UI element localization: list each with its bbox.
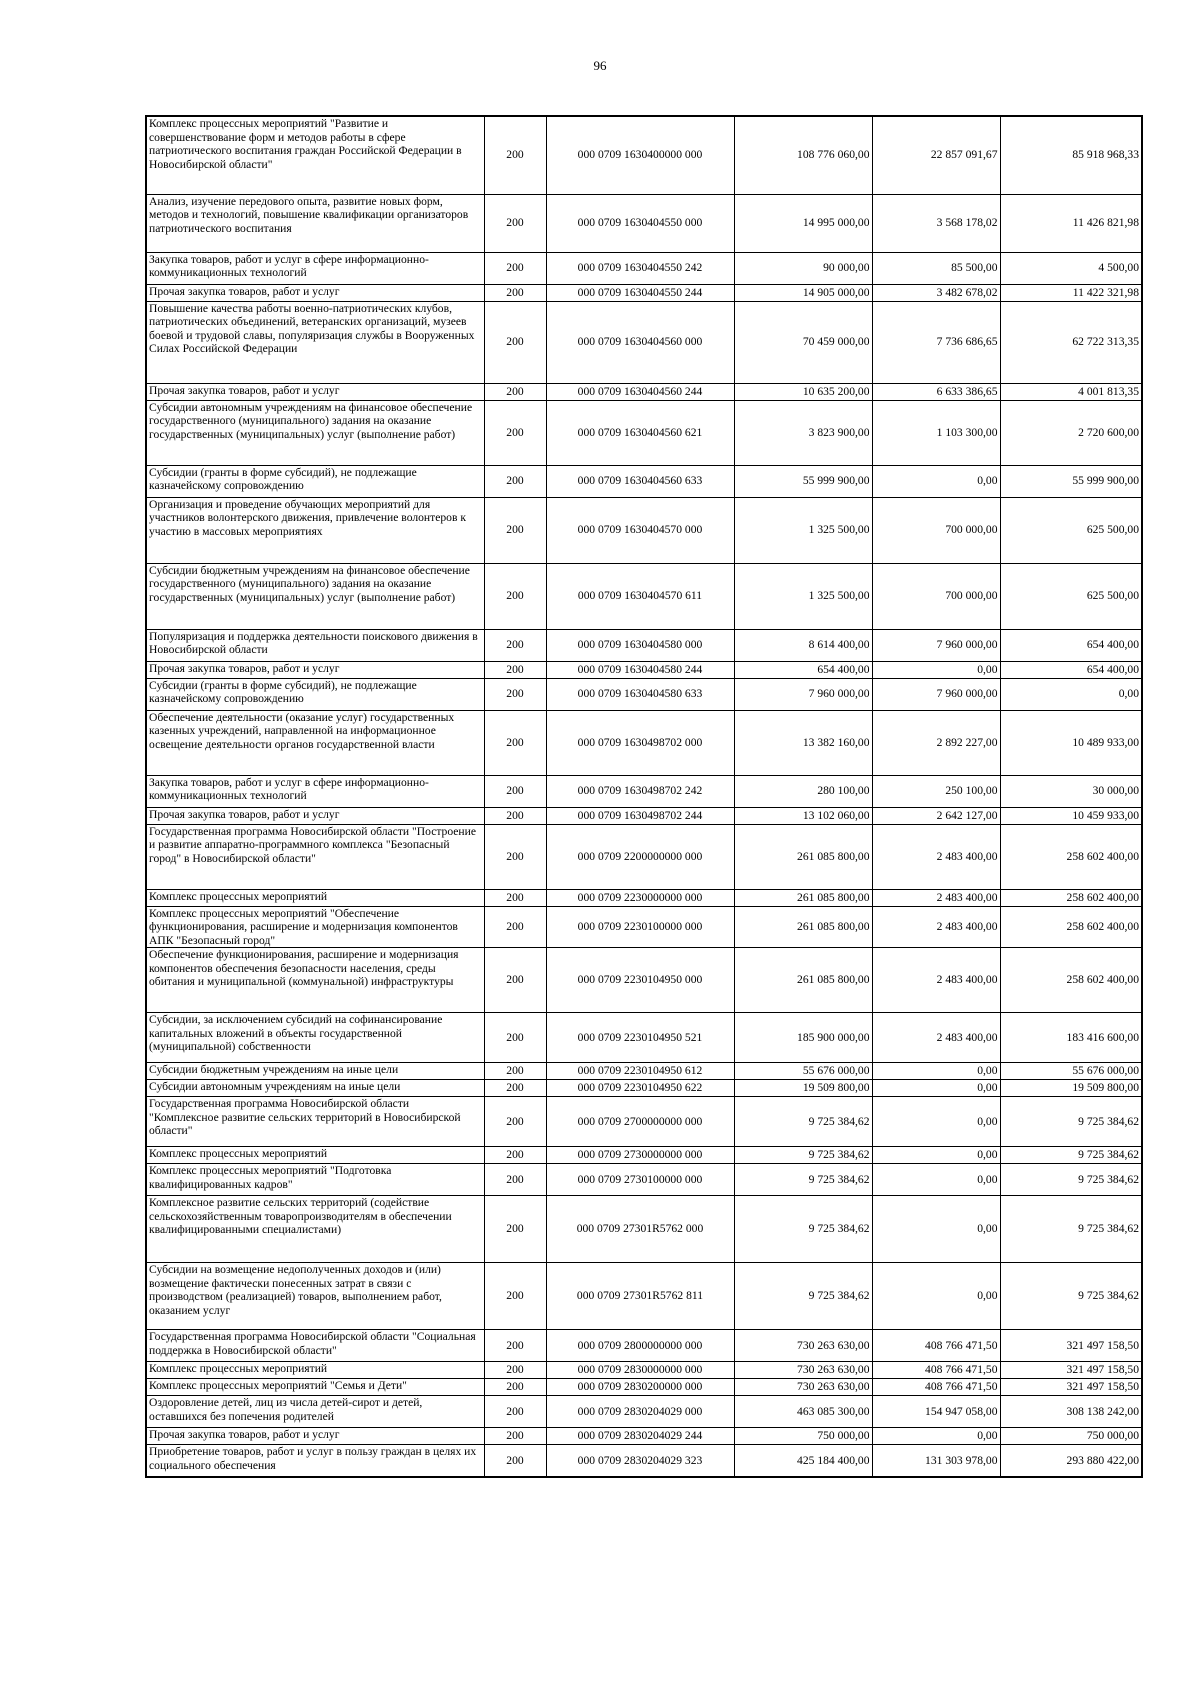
row-classification-code-cell: 000 0709 2200000000 000 [546, 824, 734, 889]
row-remaining-amount-cell: 625 500,00 [1000, 497, 1142, 563]
row-name-cell: Субсидии автономным учреждениям на финансовое обеспечение государственного (муниципального) задания на оказание государственных (муниципальных) услуг (выполнение работ) [146, 400, 484, 465]
row-name-cell: Субсидии (гранты в форме субсидий), не подлежащие казначейскому сопровождению [146, 465, 484, 497]
row-remaining-amount-cell: 9 725 384,62 [1000, 1196, 1142, 1263]
row-admin-code-cell: 200 [484, 710, 546, 775]
row-admin-code-cell: 200 [484, 824, 546, 889]
table-row [146, 1097, 1142, 1147]
row-name-cell: Популяризация и поддержка деятельности поискового движения в Новосибирской области [146, 629, 484, 661]
row-classification-code-cell: 000 0709 1630404560 244 [546, 383, 734, 400]
table-row [146, 1013, 1142, 1063]
row-remaining-amount-cell: 321 497 158,50 [1000, 1330, 1142, 1362]
row-planned-amount-cell: 13 102 060,00 [734, 807, 872, 824]
row-executed-amount-cell: 2 483 400,00 [872, 889, 1000, 906]
table-row [146, 1428, 1142, 1445]
row-planned-amount-cell: 261 085 800,00 [734, 948, 872, 1013]
row-classification-code-cell: 000 0709 1630404560 000 [546, 301, 734, 383]
row-name-cell: Закупка товаров, работ и услуг в сфере информационно-коммуникационных технологий [146, 252, 484, 284]
row-classification-code-cell: 000 0709 2700000000 000 [546, 1097, 734, 1147]
row-name-cell: Прочая закупка товаров, работ и услуг [146, 661, 484, 678]
row-name-cell: Обеспечение функционирования, расширение и модернизация компонентов обеспечения безопасности населения, среды обитания и муниципальной (коммунальной) инфраструктуры [146, 948, 484, 1013]
row-admin-code-cell: 200 [484, 906, 546, 948]
row-name-cell: Субсидии на возмещение недополученных доходов и (или) возмещение фактически понесенных затрат в связи с производством (реализацией) товаров, выполнением работ, оказанием услуг [146, 1263, 484, 1330]
row-planned-amount-cell: 280 100,00 [734, 775, 872, 807]
row-name-cell: Обеспечение деятельности (оказание услуг) государственных казенных учреждений, направленной на информационное освещение деятельности органов государственной власти [146, 710, 484, 775]
row-classification-code-cell: 000 0709 1630400000 000 [546, 116, 734, 194]
row-executed-amount-cell: 2 642 127,00 [872, 807, 1000, 824]
row-remaining-amount-cell: 30 000,00 [1000, 775, 1142, 807]
row-classification-code-cell: 000 0709 1630404570 611 [546, 563, 734, 629]
row-classification-code-cell: 000 0709 2230104950 000 [546, 948, 734, 1013]
row-admin-code-cell: 200 [484, 497, 546, 563]
row-remaining-amount-cell: 258 602 400,00 [1000, 824, 1142, 889]
row-name-cell: Комплекс процессных мероприятий [146, 889, 484, 906]
row-remaining-amount-cell: 9 725 384,62 [1000, 1097, 1142, 1147]
row-admin-code-cell: 200 [484, 1196, 546, 1263]
row-planned-amount-cell: 261 085 800,00 [734, 906, 872, 948]
row-planned-amount-cell: 108 776 060,00 [734, 116, 872, 194]
row-remaining-amount-cell: 258 602 400,00 [1000, 889, 1142, 906]
row-classification-code-cell: 000 0709 2230000000 000 [546, 889, 734, 906]
row-admin-code-cell: 200 [484, 1080, 546, 1097]
row-classification-code-cell: 000 0709 1630404580 244 [546, 661, 734, 678]
row-name-cell: Повышение качества работы военно-патриотических клубов, патриотических объединений, ветеранских организаций, музеев боевой и трудовой славы, популяризация службы в Вооруженных Силах Российской Федерации [146, 301, 484, 383]
row-classification-code-cell: 000 0709 2230104950 622 [546, 1080, 734, 1097]
row-executed-amount-cell: 0,00 [872, 1196, 1000, 1263]
table-row [146, 1445, 1142, 1477]
row-planned-amount-cell: 9 725 384,62 [734, 1263, 872, 1330]
table-row [146, 400, 1142, 465]
row-remaining-amount-cell: 0,00 [1000, 678, 1142, 710]
row-name-cell: Субсидии бюджетным учреждениям на иные цели [146, 1063, 484, 1080]
row-name-cell: Субсидии, за исключением субсидий на софинансирование капитальных вложений в объекты государственной (муниципальной) собственности [146, 1013, 484, 1063]
table-row [146, 889, 1142, 906]
row-classification-code-cell: 000 0709 1630498702 244 [546, 807, 734, 824]
row-admin-code-cell: 200 [484, 563, 546, 629]
row-executed-amount-cell: 2 892 227,00 [872, 710, 1000, 775]
table-row [146, 1147, 1142, 1164]
row-admin-code-cell: 200 [484, 252, 546, 284]
row-executed-amount-cell: 408 766 471,50 [872, 1362, 1000, 1379]
row-classification-code-cell: 000 0709 2830204029 244 [546, 1428, 734, 1445]
row-remaining-amount-cell: 293 880 422,00 [1000, 1445, 1142, 1477]
row-name-cell: Прочая закупка товаров, работ и услуг [146, 1428, 484, 1445]
row-admin-code-cell: 200 [484, 1445, 546, 1477]
row-planned-amount-cell: 9 725 384,62 [734, 1196, 872, 1263]
table-row [146, 252, 1142, 284]
row-classification-code-cell: 000 0709 1630404580 633 [546, 678, 734, 710]
row-executed-amount-cell: 3 568 178,02 [872, 194, 1000, 252]
row-executed-amount-cell: 408 766 471,50 [872, 1330, 1000, 1362]
row-planned-amount-cell: 8 614 400,00 [734, 629, 872, 661]
row-planned-amount-cell: 70 459 000,00 [734, 301, 872, 383]
row-admin-code-cell: 200 [484, 1013, 546, 1063]
row-planned-amount-cell: 261 085 800,00 [734, 889, 872, 906]
table-row [146, 629, 1142, 661]
row-admin-code-cell: 200 [484, 889, 546, 906]
row-admin-code-cell: 200 [484, 1362, 546, 1379]
table-row [146, 1379, 1142, 1396]
row-admin-code-cell: 200 [484, 284, 546, 301]
row-remaining-amount-cell: 321 497 158,50 [1000, 1379, 1142, 1396]
row-classification-code-cell: 000 0709 2830200000 000 [546, 1379, 734, 1396]
row-name-cell: Прочая закупка товаров, работ и услуг [146, 383, 484, 400]
row-executed-amount-cell: 7 960 000,00 [872, 629, 1000, 661]
row-planned-amount-cell: 3 823 900,00 [734, 400, 872, 465]
row-executed-amount-cell: 7 736 686,65 [872, 301, 1000, 383]
row-admin-code-cell: 200 [484, 1379, 546, 1396]
row-admin-code-cell: 200 [484, 1428, 546, 1445]
row-name-cell: Комплекс процессных мероприятий [146, 1147, 484, 1164]
table-row [146, 116, 1142, 194]
row-name-cell: Государственная программа Новосибирской области "Построение и развитие аппаратно-программного комплекса "Безопасный город" в Новосибирской области" [146, 824, 484, 889]
row-planned-amount-cell: 9 725 384,62 [734, 1164, 872, 1196]
row-admin-code-cell: 200 [484, 116, 546, 194]
row-executed-amount-cell: 7 960 000,00 [872, 678, 1000, 710]
table-row [146, 1063, 1142, 1080]
row-classification-code-cell: 000 0709 1630498702 242 [546, 775, 734, 807]
row-remaining-amount-cell: 183 416 600,00 [1000, 1013, 1142, 1063]
row-remaining-amount-cell: 654 400,00 [1000, 661, 1142, 678]
row-classification-code-cell: 000 0709 2800000000 000 [546, 1330, 734, 1362]
row-classification-code-cell: 000 0709 27301R5762 000 [546, 1196, 734, 1263]
row-executed-amount-cell: 700 000,00 [872, 563, 1000, 629]
table-row [146, 301, 1142, 383]
row-remaining-amount-cell: 625 500,00 [1000, 563, 1142, 629]
row-remaining-amount-cell: 258 602 400,00 [1000, 906, 1142, 948]
row-remaining-amount-cell: 9 725 384,62 [1000, 1147, 1142, 1164]
row-admin-code-cell: 200 [484, 1330, 546, 1362]
row-remaining-amount-cell: 9 725 384,62 [1000, 1164, 1142, 1196]
row-remaining-amount-cell: 258 602 400,00 [1000, 948, 1142, 1013]
row-executed-amount-cell: 0,00 [872, 1263, 1000, 1330]
row-classification-code-cell: 000 0709 1630404550 244 [546, 284, 734, 301]
row-executed-amount-cell: 0,00 [872, 1080, 1000, 1097]
row-executed-amount-cell: 2 483 400,00 [872, 906, 1000, 948]
row-planned-amount-cell: 9 725 384,62 [734, 1097, 872, 1147]
row-admin-code-cell: 200 [484, 948, 546, 1013]
table-row [146, 661, 1142, 678]
row-admin-code-cell: 200 [484, 661, 546, 678]
table-row [146, 1362, 1142, 1379]
row-remaining-amount-cell: 321 497 158,50 [1000, 1362, 1142, 1379]
row-executed-amount-cell: 154 947 058,00 [872, 1396, 1000, 1428]
row-name-cell: Комплекс процессных мероприятий "Семья и Дети" [146, 1379, 484, 1396]
row-planned-amount-cell: 1 325 500,00 [734, 497, 872, 563]
row-executed-amount-cell: 700 000,00 [872, 497, 1000, 563]
row-name-cell: Государственная программа Новосибирской области "Комплексное развитие сельских территорий в Новосибирской области" [146, 1097, 484, 1147]
row-name-cell: Комплекс процессных мероприятий "Подготовка квалифицированных кадров" [146, 1164, 484, 1196]
row-admin-code-cell: 200 [484, 465, 546, 497]
row-admin-code-cell: 200 [484, 400, 546, 465]
row-name-cell: Закупка товаров, работ и услуг в сфере информационно-коммуникационных технологий [146, 775, 484, 807]
row-classification-code-cell: 000 0709 1630404570 000 [546, 497, 734, 563]
row-classification-code-cell: 000 0709 1630404550 000 [546, 194, 734, 252]
row-planned-amount-cell: 14 995 000,00 [734, 194, 872, 252]
row-admin-code-cell: 200 [484, 1164, 546, 1196]
row-admin-code-cell: 200 [484, 1063, 546, 1080]
row-executed-amount-cell: 85 500,00 [872, 252, 1000, 284]
row-remaining-amount-cell: 62 722 313,35 [1000, 301, 1142, 383]
row-admin-code-cell: 200 [484, 383, 546, 400]
row-planned-amount-cell: 55 676 000,00 [734, 1063, 872, 1080]
row-admin-code-cell: 200 [484, 301, 546, 383]
row-admin-code-cell: 200 [484, 629, 546, 661]
table-row [146, 775, 1142, 807]
row-planned-amount-cell: 185 900 000,00 [734, 1013, 872, 1063]
row-planned-amount-cell: 1 325 500,00 [734, 563, 872, 629]
row-remaining-amount-cell: 4 001 813,35 [1000, 383, 1142, 400]
row-classification-code-cell: 000 0709 2730100000 000 [546, 1164, 734, 1196]
table-row [146, 906, 1142, 948]
row-name-cell: Анализ, изучение передового опыта, развитие новых форм, методов и технологий, повышение квалификации организаторов патриотического воспитания [146, 194, 484, 252]
table-row [146, 194, 1142, 252]
row-planned-amount-cell: 14 905 000,00 [734, 284, 872, 301]
row-classification-code-cell: 000 0709 1630404580 000 [546, 629, 734, 661]
row-admin-code-cell: 200 [484, 807, 546, 824]
row-executed-amount-cell: 6 633 386,65 [872, 383, 1000, 400]
page-number: 96 [593, 58, 607, 73]
row-admin-code-cell: 200 [484, 1396, 546, 1428]
row-name-cell: Субсидии (гранты в форме субсидий), не подлежащие казначейскому сопровождению [146, 678, 484, 710]
row-planned-amount-cell: 654 400,00 [734, 661, 872, 678]
table-row [146, 948, 1142, 1013]
table-row [146, 1164, 1142, 1196]
row-name-cell: Комплекс процессных мероприятий "Обеспечение функционирования, расширение и модернизация компонентов АПК "Безопасный город" [146, 906, 484, 948]
row-name-cell: Приобретение товаров, работ и услуг в пользу граждан в целях их социального обеспечения [146, 1445, 484, 1477]
row-executed-amount-cell: 22 857 091,67 [872, 116, 1000, 194]
row-remaining-amount-cell: 11 426 821,98 [1000, 194, 1142, 252]
row-admin-code-cell: 200 [484, 194, 546, 252]
row-name-cell: Оздоровление детей, лиц из числа детей-сирот и детей, оставшихся без попечения родителей [146, 1396, 484, 1428]
row-remaining-amount-cell: 9 725 384,62 [1000, 1263, 1142, 1330]
row-executed-amount-cell: 408 766 471,50 [872, 1379, 1000, 1396]
row-classification-code-cell: 000 0709 1630498702 000 [546, 710, 734, 775]
row-executed-amount-cell: 2 483 400,00 [872, 1013, 1000, 1063]
row-remaining-amount-cell: 308 138 242,00 [1000, 1396, 1142, 1428]
row-executed-amount-cell: 2 483 400,00 [872, 948, 1000, 1013]
row-classification-code-cell: 000 0709 27301R5762 811 [546, 1263, 734, 1330]
row-remaining-amount-cell: 55 676 000,00 [1000, 1063, 1142, 1080]
row-name-cell: Субсидии бюджетным учреждениям на финансовое обеспечение государственного (муниципального) задания на оказание государственных (муниципальных) услуг (выполнение работ) [146, 563, 484, 629]
row-admin-code-cell: 200 [484, 775, 546, 807]
row-remaining-amount-cell: 654 400,00 [1000, 629, 1142, 661]
row-planned-amount-cell: 55 999 900,00 [734, 465, 872, 497]
row-executed-amount-cell: 1 103 300,00 [872, 400, 1000, 465]
row-remaining-amount-cell: 11 422 321,98 [1000, 284, 1142, 301]
row-executed-amount-cell: 0,00 [872, 1428, 1000, 1445]
budget-table [145, 115, 1143, 1478]
row-executed-amount-cell: 2 483 400,00 [872, 824, 1000, 889]
row-remaining-amount-cell: 55 999 900,00 [1000, 465, 1142, 497]
table-row [146, 1263, 1142, 1330]
row-classification-code-cell: 000 0709 2830204029 000 [546, 1396, 734, 1428]
row-name-cell: Субсидии автономным учреждениям на иные цели [146, 1080, 484, 1097]
table-row [146, 284, 1142, 301]
row-executed-amount-cell: 0,00 [872, 465, 1000, 497]
row-name-cell: Комплекс процессных мероприятий [146, 1362, 484, 1379]
row-remaining-amount-cell: 10 459 933,00 [1000, 807, 1142, 824]
row-planned-amount-cell: 7 960 000,00 [734, 678, 872, 710]
row-planned-amount-cell: 9 725 384,62 [734, 1147, 872, 1164]
row-remaining-amount-cell: 750 000,00 [1000, 1428, 1142, 1445]
row-planned-amount-cell: 463 085 300,00 [734, 1396, 872, 1428]
table-row [146, 1080, 1142, 1097]
row-classification-code-cell: 000 0709 2230104950 521 [546, 1013, 734, 1063]
row-executed-amount-cell: 250 100,00 [872, 775, 1000, 807]
row-executed-amount-cell: 0,00 [872, 1097, 1000, 1147]
row-admin-code-cell: 200 [484, 678, 546, 710]
row-executed-amount-cell: 3 482 678,02 [872, 284, 1000, 301]
table-row [146, 678, 1142, 710]
table-row [146, 824, 1142, 889]
row-classification-code-cell: 000 0709 1630404550 242 [546, 252, 734, 284]
table-row [146, 563, 1142, 629]
table-row [146, 710, 1142, 775]
row-executed-amount-cell: 0,00 [872, 1164, 1000, 1196]
row-classification-code-cell: 000 0709 2830204029 323 [546, 1445, 734, 1477]
table-row [146, 383, 1142, 400]
table-row [146, 807, 1142, 824]
row-admin-code-cell: 200 [484, 1263, 546, 1330]
row-remaining-amount-cell: 2 720 600,00 [1000, 400, 1142, 465]
budget-table-body [146, 116, 1142, 1477]
row-classification-code-cell: 000 0709 2730000000 000 [546, 1147, 734, 1164]
row-classification-code-cell: 000 0709 2230104950 612 [546, 1063, 734, 1080]
row-classification-code-cell: 000 0709 2230100000 000 [546, 906, 734, 948]
row-name-cell: Государственная программа Новосибирской области "Социальная поддержка в Новосибирской области" [146, 1330, 484, 1362]
table-row [146, 1196, 1142, 1263]
row-planned-amount-cell: 261 085 800,00 [734, 824, 872, 889]
row-planned-amount-cell: 19 509 800,00 [734, 1080, 872, 1097]
row-name-cell: Организация и проведение обучающих мероприятий для участников волонтерского движения, привлечение волонтеров к участию в массовых мероприятиях [146, 497, 484, 563]
table-row [146, 465, 1142, 497]
table-row [146, 1330, 1142, 1362]
row-executed-amount-cell: 131 303 978,00 [872, 1445, 1000, 1477]
row-executed-amount-cell: 0,00 [872, 1147, 1000, 1164]
row-executed-amount-cell: 0,00 [872, 661, 1000, 678]
row-remaining-amount-cell: 10 489 933,00 [1000, 710, 1142, 775]
row-admin-code-cell: 200 [484, 1097, 546, 1147]
row-classification-code-cell: 000 0709 1630404560 633 [546, 465, 734, 497]
row-name-cell: Прочая закупка товаров, работ и услуг [146, 284, 484, 301]
row-name-cell: Комплексное развитие сельских территорий (содействие сельскохозяйственным товаропроизводителям в обеспечении квалифицированными специалистами) [146, 1196, 484, 1263]
row-remaining-amount-cell: 4 500,00 [1000, 252, 1142, 284]
row-planned-amount-cell: 750 000,00 [734, 1428, 872, 1445]
row-planned-amount-cell: 425 184 400,00 [734, 1445, 872, 1477]
row-planned-amount-cell: 730 263 630,00 [734, 1362, 872, 1379]
table-row [146, 1396, 1142, 1428]
row-remaining-amount-cell: 85 918 968,33 [1000, 116, 1142, 194]
row-admin-code-cell: 200 [484, 1147, 546, 1164]
row-executed-amount-cell: 0,00 [872, 1063, 1000, 1080]
row-planned-amount-cell: 730 263 630,00 [734, 1379, 872, 1396]
row-planned-amount-cell: 90 000,00 [734, 252, 872, 284]
table-row [146, 497, 1142, 563]
row-classification-code-cell: 000 0709 1630404560 621 [546, 400, 734, 465]
row-remaining-amount-cell: 19 509 800,00 [1000, 1080, 1142, 1097]
row-planned-amount-cell: 13 382 160,00 [734, 710, 872, 775]
row-planned-amount-cell: 730 263 630,00 [734, 1330, 872, 1362]
row-name-cell: Комплекс процессных мероприятий "Развитие и совершенствование форм и методов работы в сфере патриотического воспитания граждан Российской Федерации в Новосибирской области" [146, 116, 484, 194]
row-planned-amount-cell: 10 635 200,00 [734, 383, 872, 400]
row-classification-code-cell: 000 0709 2830000000 000 [546, 1362, 734, 1379]
row-name-cell: Прочая закупка товаров, работ и услуг [146, 807, 484, 824]
